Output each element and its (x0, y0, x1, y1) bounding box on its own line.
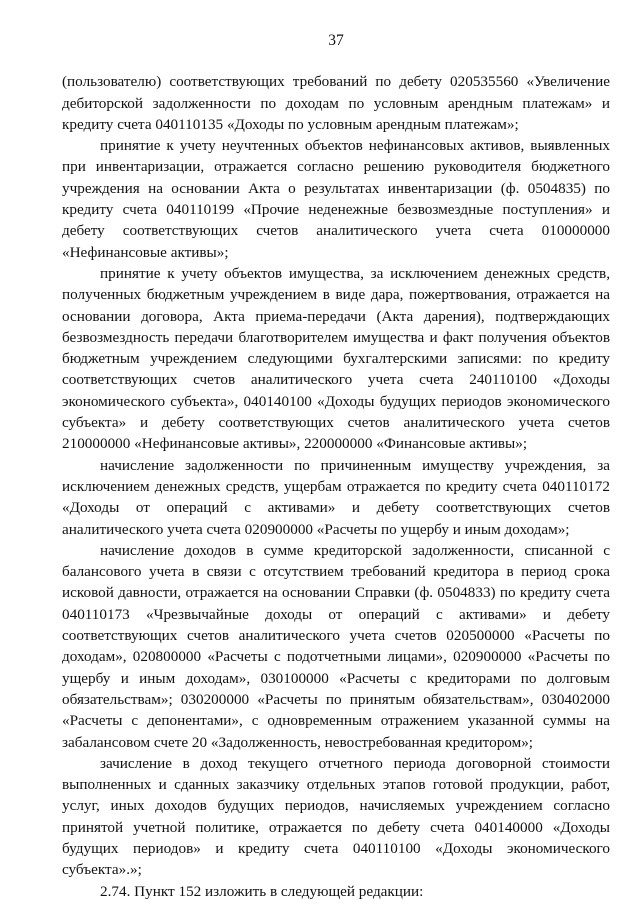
paragraph-written-off-payables: начисление доходов в сумме кредиторской задолженности, списанной с балансового учета в связи с отсутствием требований кредитора в период срока исковой давности, отражается на основании Справки (ф. 0504833) по кредиту счета 040110173 «Чрезвычайные доходы от операций с активами» и дебету соответствующих счетов аналитического учета счетов 020500000 «Расчеты по доходам», 020800000 «Расчеты с подотчетными лицами», 020900000 «Расчеты по ущербу и иным доходам», 030100000 «Расчеты с кредиторами по долговым обязательствам»; 030200000 «Расчеты по принятым обязательствам», 030402000 «Расчеты с депонентами», с одновременным отражением указанной суммы на забалансовом счете 20 «Задолженность, невостребованная кредитором»; (62, 541, 610, 751)
page-number: 37 (328, 32, 344, 49)
paragraph-clause-2-74: 2.74. Пункт 152 изложить в следующей редакции: (100, 882, 424, 900)
paragraph-continuation: (пользователю) соответствующих требований по дебету 020535560 «Увеличение дебиторской задолженности по доходам по условным арендным платежам» и кредиту счета 040110135 «Доходы по условным арендным платежам»; (62, 73, 610, 133)
paragraph-future-income: зачисление в доход текущего отчетного периода договорной стоимости выполненных и сданных заказчику отдельных этапов готовой продукции, работ, услуг, иных доходов будущих периодов, начисляемых учреждением согласно принятой учетной политике, отражается по дебету счета 040140000 «Доходы будущих периодов» и кредиту счета 040110100 «Доходы экономического субъекта».»; (62, 754, 610, 879)
paragraph-donated-property: принятие к учету объектов имущества, за исключением денежных средств, полученных бюджетным учреждением в виде дара, пожертвования, отражается на основании договора, Акта приема-передачи (Акта дарения), подтверждающих безвозмездность передачи благотворителем имущества и факт получения объектов бюджетным учреждением следующими бухгалтерскими записями: по кредиту соответствующих счетов аналитического учета счета 240110100 «Доходы экономического субъекта», 040140100 «Доходы будущих периодов экономического субъекта» и дебету соответствующих счетов аналитического учета счетов 210000000 «Нефинансовые активы», 220000000 «Финансовые активы»; (62, 264, 610, 453)
paragraph-unrecorded-assets: принятие к учету неучтенных объектов нефинансовых активов, выявленных при инвентаризации, отражается согласно решению руководителя бюджетного учреждения на основании Акта о результатах инвентаризации (ф. 0504835) по кредиту счета 040110199 «Прочие неденежные безвозмездные поступления» и дебету соответствующих счетов аналитического учета счета 010000000 «Нефинансовые активы»; (62, 137, 610, 261)
document-page (62, 30, 610, 902)
paragraph-damage-debt: начисление задолженности по причиненным имуществу учреждения, за исключением денежных средств, ущербам отражается по кредиту счета 040110172 «Доходы от операций с активами» и дебету соответствующих счетов аналитического учета счета 020900000 «Расчеты по ущербу и иным доходам»; (62, 456, 610, 538)
